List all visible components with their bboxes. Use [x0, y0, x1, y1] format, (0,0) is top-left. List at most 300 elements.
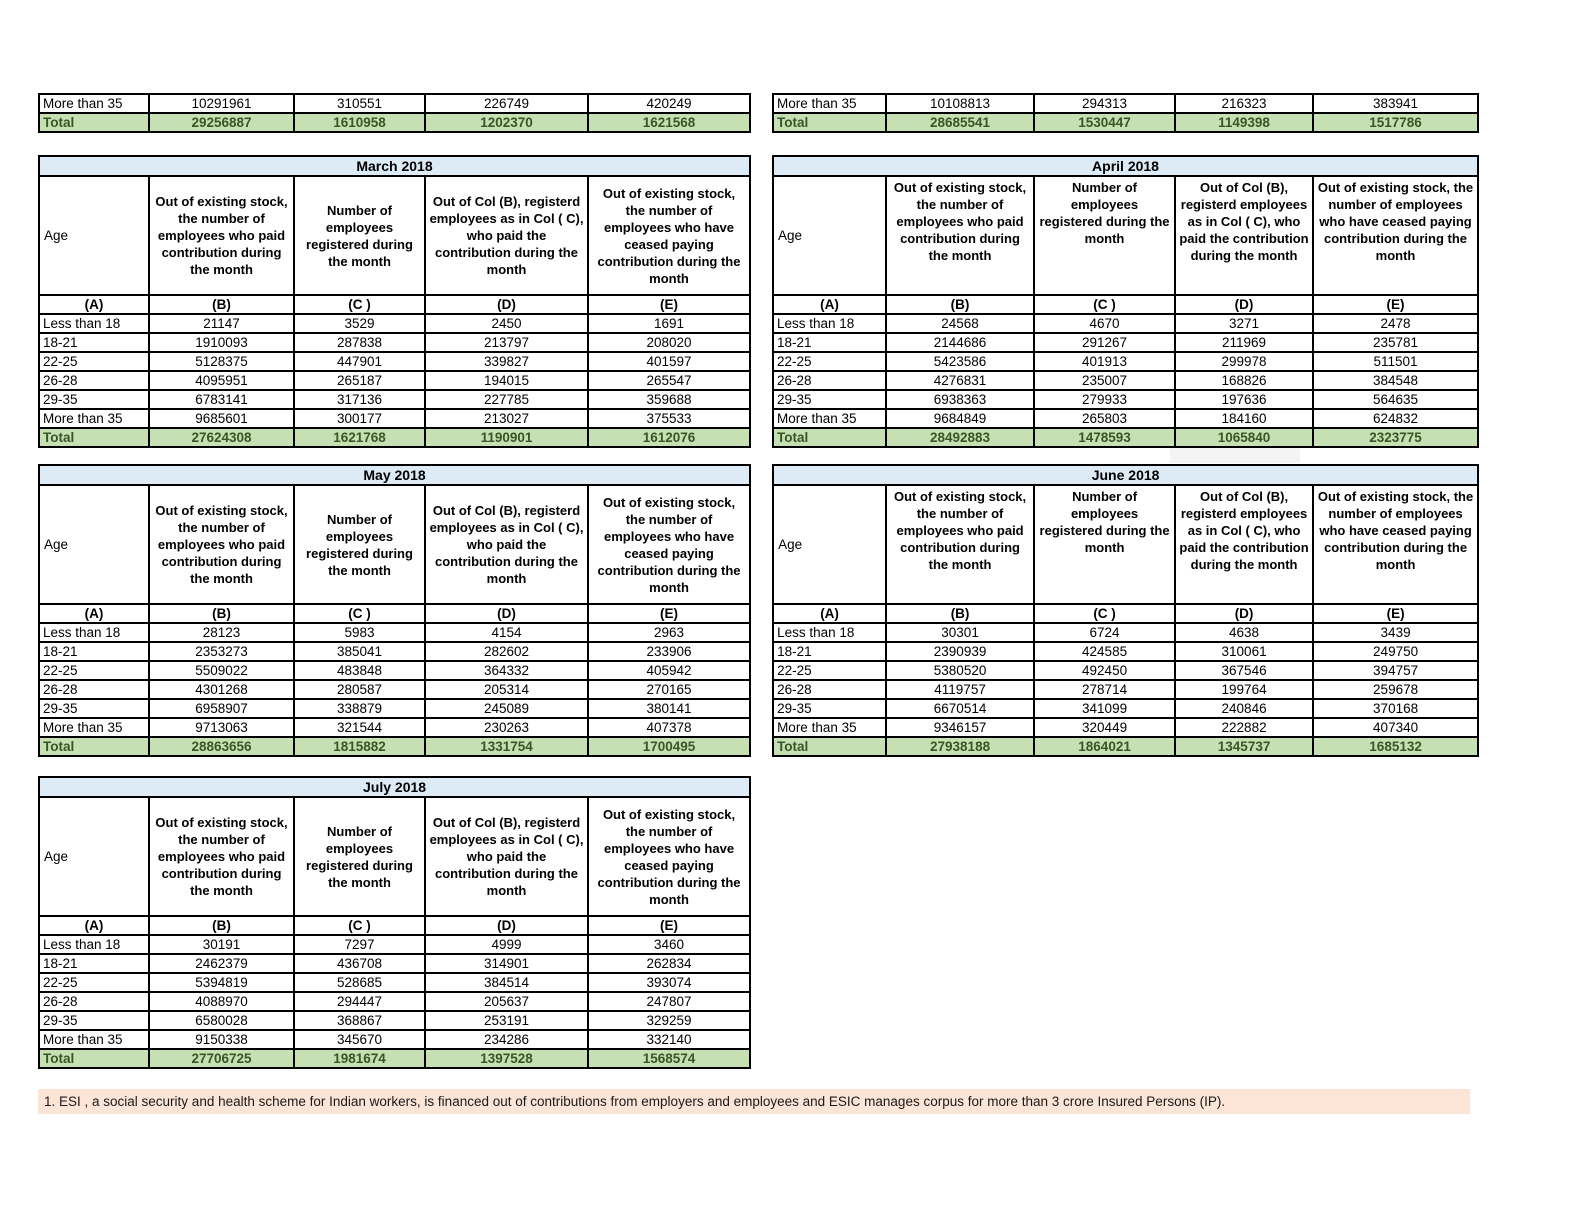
col-b-header: Out of existing stock, the number of employees who paid contribution during the month	[149, 176, 294, 295]
row-label: 18-21	[773, 333, 886, 352]
col-e-header: Out of existing stock, the number of employees who have ceased paying contribution during the month	[588, 797, 750, 916]
cell-value: 383941	[1313, 94, 1478, 113]
cell-value: 4999	[425, 935, 588, 954]
table-row	[39, 314, 750, 333]
cell-value: 2144686	[886, 333, 1034, 352]
col-e-header: Out of existing stock, the number of employees who have ceased paying contribution during the month	[1313, 485, 1478, 604]
top-table-right	[772, 93, 1479, 133]
top-table-left	[38, 93, 751, 133]
cell-value: 27938188	[886, 737, 1034, 756]
cell-value: 2462379	[149, 954, 294, 973]
total-row	[773, 737, 1478, 756]
row-label: 26-28	[773, 680, 886, 699]
cell-value: 407378	[588, 718, 750, 737]
cell-value: 564635	[1313, 390, 1478, 409]
letter-a: (A)	[773, 604, 886, 623]
cell-value: 1610958	[294, 113, 425, 132]
march-april-row	[38, 155, 1479, 448]
col-c-header: Number of employees registered during the month	[294, 176, 425, 295]
table-row	[773, 314, 1478, 333]
cell-value: 1517786	[1313, 113, 1478, 132]
letter-d: (D)	[1175, 295, 1313, 314]
row-label: More than 35	[773, 718, 886, 737]
row-label: More than 35	[39, 1030, 149, 1049]
cell-value: 2450	[425, 314, 588, 333]
col-b-header: Out of existing stock, the number of employees who paid contribution during the month	[149, 797, 294, 916]
total-row	[773, 428, 1478, 447]
row-label: 26-28	[39, 992, 149, 1011]
row-label: Total	[773, 113, 886, 132]
cell-value: 1530447	[1034, 113, 1175, 132]
letter-a: (A)	[39, 916, 149, 935]
cell-value: 6958907	[149, 699, 294, 718]
table-row	[39, 333, 750, 352]
cell-value: 216323	[1175, 94, 1313, 113]
row-label: 29-35	[773, 699, 886, 718]
cell-value: 30301	[886, 623, 1034, 642]
cell-value: 9684849	[886, 409, 1034, 428]
row-label: Total	[39, 1049, 149, 1068]
cell-value: 253191	[425, 1011, 588, 1030]
row-label: More than 35	[773, 409, 886, 428]
cell-value: 6783141	[149, 390, 294, 409]
cell-value: 28123	[149, 623, 294, 642]
row-label: 22-25	[39, 973, 149, 992]
letter-c: (C )	[1034, 295, 1175, 314]
cell-value: 279933	[1034, 390, 1175, 409]
col-b-header: Out of existing stock, the number of employees who paid contribution during the month	[886, 485, 1034, 604]
cell-value: 1478593	[1034, 428, 1175, 447]
table-row	[39, 1030, 750, 1049]
cell-value: 375533	[588, 409, 750, 428]
total-row	[39, 1049, 750, 1068]
cell-value: 299978	[1175, 352, 1313, 371]
cell-value: 2390939	[886, 642, 1034, 661]
cell-value: 384548	[1313, 371, 1478, 390]
cell-value: 1621768	[294, 428, 425, 447]
col-c-header: Number of employees registered during the month	[1034, 176, 1175, 295]
row-label: Total	[39, 113, 149, 132]
cell-value: 247807	[588, 992, 750, 1011]
table-row	[773, 409, 1478, 428]
cell-value: 2963	[588, 623, 750, 642]
cell-value: 321544	[294, 718, 425, 737]
cell-value: 393074	[588, 973, 750, 992]
letter-a: (A)	[773, 295, 886, 314]
cell-value: 184160	[1175, 409, 1313, 428]
cell-value: 27706725	[149, 1049, 294, 1068]
cell-value: 29256887	[149, 113, 294, 132]
col-c-header: Number of employees registered during the month	[294, 485, 425, 604]
cell-value: 359688	[588, 390, 750, 409]
cell-value: 1685132	[1313, 737, 1478, 756]
table-row	[773, 371, 1478, 390]
cell-value: 1612076	[588, 428, 750, 447]
cell-value: 7297	[294, 935, 425, 954]
cell-value: 208020	[588, 333, 750, 352]
table-row	[773, 718, 1478, 737]
cell-value: 21147	[149, 314, 294, 333]
cell-value: 4095951	[149, 371, 294, 390]
cell-value: 528685	[294, 973, 425, 992]
cell-value: 1815882	[294, 737, 425, 756]
cell-value: 222882	[1175, 718, 1313, 737]
table-row	[773, 642, 1478, 661]
cell-value: 1331754	[425, 737, 588, 756]
cell-value: 213027	[425, 409, 588, 428]
cell-value: 199764	[1175, 680, 1313, 699]
cell-value: 436708	[294, 954, 425, 973]
col-c-header: Number of employees registered during the month	[1034, 485, 1175, 604]
cell-value: 4119757	[886, 680, 1034, 699]
cell-value: 278714	[1034, 680, 1175, 699]
cell-value: 24568	[886, 314, 1034, 333]
cell-value: 294313	[1034, 94, 1175, 113]
cell-value: 1864021	[1034, 737, 1175, 756]
letter-c: (C )	[294, 295, 425, 314]
row-label: Total	[773, 428, 886, 447]
month-table-may	[38, 464, 751, 757]
row-label: Total	[773, 737, 886, 756]
table-row	[39, 680, 750, 699]
row-label: 18-21	[39, 333, 149, 352]
spreadsheet	[38, 93, 1479, 1114]
letter-e: (E)	[588, 295, 750, 314]
row-label: Less than 18	[773, 623, 886, 642]
cell-value: 1981674	[294, 1049, 425, 1068]
row-label: 26-28	[39, 371, 149, 390]
cell-value: 270165	[588, 680, 750, 699]
row-label: More than 35	[773, 94, 886, 113]
cell-value: 280587	[294, 680, 425, 699]
table-row	[39, 352, 750, 371]
cell-value: 28863656	[149, 737, 294, 756]
cell-value: 380141	[588, 699, 750, 718]
cell-value: 213797	[425, 333, 588, 352]
cell-value: 265803	[1034, 409, 1175, 428]
age-column-header: Age	[39, 176, 149, 295]
letter-c: (C )	[294, 604, 425, 623]
footnote: 1. ESI , a social security and health scheme for Indian workers, is financed out of contributions from employers and employees and ESIC manages corpus for more than 3 crore Insured Persons (IP).	[38, 1089, 1470, 1114]
cell-value: 1190901	[425, 428, 588, 447]
col-d-header: Out of Col (B), registerd employees as in Col ( C), who paid the contribution during the month	[1175, 485, 1313, 604]
month-title: March 2018	[39, 156, 750, 176]
col-b-header: Out of existing stock, the number of employees who paid contribution during the month	[149, 485, 294, 604]
cell-value: 10291961	[149, 94, 294, 113]
table-row	[39, 935, 750, 954]
cell-value: 6580028	[149, 1011, 294, 1030]
cell-value: 3439	[1313, 623, 1478, 642]
cell-value: 9713063	[149, 718, 294, 737]
table-row	[773, 94, 1478, 113]
cell-value: 370168	[1313, 699, 1478, 718]
row-label: Less than 18	[39, 623, 149, 642]
cell-value: 197636	[1175, 390, 1313, 409]
cell-value: 483848	[294, 661, 425, 680]
may-june-row	[38, 464, 1479, 757]
table-row	[773, 699, 1478, 718]
cell-value: 9346157	[886, 718, 1034, 737]
letter-d: (D)	[425, 604, 588, 623]
month-title: June 2018	[773, 465, 1478, 485]
row-label: 29-35	[39, 1011, 149, 1030]
cell-value: 4670	[1034, 314, 1175, 333]
cell-value: 1149398	[1175, 113, 1313, 132]
month-table-june	[772, 464, 1479, 757]
letter-b: (B)	[886, 604, 1034, 623]
cell-value: 1910093	[149, 333, 294, 352]
cell-value: 624832	[1313, 409, 1478, 428]
row-label: 29-35	[39, 699, 149, 718]
table-row	[39, 409, 750, 428]
cell-value: 234286	[425, 1030, 588, 1049]
cell-value: 235781	[1313, 333, 1478, 352]
cell-value: 265187	[294, 371, 425, 390]
table-row	[39, 954, 750, 973]
cell-value: 310551	[294, 94, 425, 113]
letter-a: (A)	[39, 604, 149, 623]
table-row	[39, 718, 750, 737]
table-row	[39, 94, 750, 113]
cell-value: 394757	[1313, 661, 1478, 680]
cell-value: 332140	[588, 1030, 750, 1049]
cell-value: 1065840	[1175, 428, 1313, 447]
cell-value: 4154	[425, 623, 588, 642]
cell-value: 235007	[1034, 371, 1175, 390]
total-row	[39, 428, 750, 447]
table-row	[773, 661, 1478, 680]
cell-value: 2323775	[1313, 428, 1478, 447]
cell-value: 6724	[1034, 623, 1175, 642]
age-column-header: Age	[773, 485, 886, 604]
cell-value: 227785	[425, 390, 588, 409]
cell-value: 310061	[1175, 642, 1313, 661]
cell-value: 300177	[294, 409, 425, 428]
table-row	[39, 992, 750, 1011]
cell-value: 168826	[1175, 371, 1313, 390]
col-d-header: Out of Col (B), registerd employees as in Col ( C), who paid the contribution during the month	[1175, 176, 1313, 295]
month-title: July 2018	[39, 777, 750, 797]
letter-b: (B)	[149, 916, 294, 935]
age-column-header: Age	[39, 485, 149, 604]
month-title: May 2018	[39, 465, 750, 485]
table-row	[773, 623, 1478, 642]
letter-b: (B)	[149, 604, 294, 623]
age-column-header: Age	[773, 176, 886, 295]
cell-value: 1700495	[588, 737, 750, 756]
month-table-july	[38, 776, 751, 1069]
age-column-header: Age	[39, 797, 149, 916]
row-label: 22-25	[39, 661, 149, 680]
cell-value: 320449	[1034, 718, 1175, 737]
cell-value: 1568574	[588, 1049, 750, 1068]
row-label: More than 35	[39, 718, 149, 737]
row-label: 18-21	[773, 642, 886, 661]
cell-value: 447901	[294, 352, 425, 371]
cell-value: 5983	[294, 623, 425, 642]
letter-d: (D)	[425, 916, 588, 935]
letter-e: (E)	[1313, 295, 1478, 314]
total-row	[773, 113, 1478, 132]
letter-e: (E)	[588, 604, 750, 623]
letter-d: (D)	[425, 295, 588, 314]
cell-value: 9150338	[149, 1030, 294, 1049]
cell-value: 329259	[588, 1011, 750, 1030]
cell-value: 4088970	[149, 992, 294, 1011]
row-label: More than 35	[39, 409, 149, 428]
cell-value: 407340	[1313, 718, 1478, 737]
letter-b: (B)	[149, 295, 294, 314]
cell-value: 27624308	[149, 428, 294, 447]
cell-value: 9685601	[149, 409, 294, 428]
cell-value: 1397528	[425, 1049, 588, 1068]
cell-value: 4638	[1175, 623, 1313, 642]
cell-value: 368867	[294, 1011, 425, 1030]
col-d-header: Out of Col (B), registerd employees as in Col ( C), who paid the contribution during the month	[425, 176, 588, 295]
cell-value: 424585	[1034, 642, 1175, 661]
table-row	[773, 390, 1478, 409]
cell-value: 420249	[588, 94, 750, 113]
row-label: 26-28	[39, 680, 149, 699]
col-b-header: Out of existing stock, the number of employees who paid contribution during the month	[886, 176, 1034, 295]
table-row	[39, 699, 750, 718]
cell-value: 4276831	[886, 371, 1034, 390]
table-row	[773, 352, 1478, 371]
cell-value: 401913	[1034, 352, 1175, 371]
cell-value: 338879	[294, 699, 425, 718]
cell-value: 1621568	[588, 113, 750, 132]
cell-value: 262834	[588, 954, 750, 973]
table-row	[39, 1011, 750, 1030]
cell-value: 294447	[294, 992, 425, 1011]
cell-value: 10108813	[886, 94, 1034, 113]
table-row	[39, 642, 750, 661]
row-label: 29-35	[39, 390, 149, 409]
cell-value: 405942	[588, 661, 750, 680]
cell-value: 345670	[294, 1030, 425, 1049]
row-label: Less than 18	[773, 314, 886, 333]
cell-value: 5380520	[886, 661, 1034, 680]
cell-value: 6938363	[886, 390, 1034, 409]
row-label: Total	[39, 428, 149, 447]
cell-value: 211969	[1175, 333, 1313, 352]
row-label: More than 35	[39, 94, 149, 113]
cell-value: 205637	[425, 992, 588, 1011]
cell-value: 240846	[1175, 699, 1313, 718]
row-label: Less than 18	[39, 935, 149, 954]
cell-value: 2478	[1313, 314, 1478, 333]
total-row	[39, 113, 750, 132]
cell-value: 364332	[425, 661, 588, 680]
cell-value: 28492883	[886, 428, 1034, 447]
col-d-header: Out of Col (B), registerd employees as in Col ( C), who paid the contribution during the month	[425, 797, 588, 916]
cell-value: 287838	[294, 333, 425, 352]
cell-value: 259678	[1313, 680, 1478, 699]
row-label: 29-35	[773, 390, 886, 409]
cell-value: 511501	[1313, 352, 1478, 371]
cell-value: 314901	[425, 954, 588, 973]
letter-b: (B)	[886, 295, 1034, 314]
cell-value: 249750	[1313, 642, 1478, 661]
cell-value: 30191	[149, 935, 294, 954]
july-row	[38, 776, 1479, 1069]
cell-value: 3460	[588, 935, 750, 954]
col-c-header: Number of employees registered during the month	[294, 797, 425, 916]
table-row	[39, 390, 750, 409]
letter-e: (E)	[1313, 604, 1478, 623]
month-title: April 2018	[773, 156, 1478, 176]
month-table-april	[772, 155, 1479, 448]
col-d-header: Out of Col (B), registerd employees as in Col ( C), who paid the contribution during the month	[425, 485, 588, 604]
cell-value: 226749	[425, 94, 588, 113]
top-tables-row	[38, 93, 1479, 133]
row-label: 22-25	[39, 352, 149, 371]
col-e-header: Out of existing stock, the number of employees who have ceased paying contribution during the month	[588, 176, 750, 295]
cell-value: 384514	[425, 973, 588, 992]
cell-value: 1345737	[1175, 737, 1313, 756]
cell-value: 317136	[294, 390, 425, 409]
cell-value: 233906	[588, 642, 750, 661]
cell-value: 291267	[1034, 333, 1175, 352]
row-label: Less than 18	[39, 314, 149, 333]
row-label: 26-28	[773, 371, 886, 390]
table-row	[39, 371, 750, 390]
cell-value: 367546	[1175, 661, 1313, 680]
cell-value: 265547	[588, 371, 750, 390]
cell-value: 205314	[425, 680, 588, 699]
cell-value: 1691	[588, 314, 750, 333]
row-label: Total	[39, 737, 149, 756]
table-row	[773, 680, 1478, 699]
letter-c: (C )	[294, 916, 425, 935]
cell-value: 385041	[294, 642, 425, 661]
cell-value: 5394819	[149, 973, 294, 992]
letter-e: (E)	[588, 916, 750, 935]
cell-value: 1202370	[425, 113, 588, 132]
cell-value: 245089	[425, 699, 588, 718]
cell-value: 5509022	[149, 661, 294, 680]
cell-value: 2353273	[149, 642, 294, 661]
cell-value: 6670514	[886, 699, 1034, 718]
cell-value: 341099	[1034, 699, 1175, 718]
cell-value: 282602	[425, 642, 588, 661]
table-row	[39, 661, 750, 680]
letter-a: (A)	[39, 295, 149, 314]
row-label: 18-21	[39, 954, 149, 973]
cell-value: 28685541	[886, 113, 1034, 132]
col-e-header: Out of existing stock, the number of employees who have ceased paying contribution during the month	[588, 485, 750, 604]
row-label: 18-21	[39, 642, 149, 661]
cell-value: 4301268	[149, 680, 294, 699]
table-row	[39, 973, 750, 992]
col-e-header: Out of existing stock, the number of employees who have ceased paying contribution during the month	[1313, 176, 1478, 295]
cell-value: 3529	[294, 314, 425, 333]
cell-value: 401597	[588, 352, 750, 371]
cell-value: 3271	[1175, 314, 1313, 333]
total-row	[39, 737, 750, 756]
cell-value: 339827	[425, 352, 588, 371]
cell-value: 5128375	[149, 352, 294, 371]
letter-d: (D)	[1175, 604, 1313, 623]
letter-c: (C )	[1034, 604, 1175, 623]
cell-value: 5423586	[886, 352, 1034, 371]
table-row	[773, 333, 1478, 352]
row-label: 22-25	[773, 352, 886, 371]
row-label: 22-25	[773, 661, 886, 680]
month-table-march	[38, 155, 751, 448]
cell-value: 194015	[425, 371, 588, 390]
cell-value: 230263	[425, 718, 588, 737]
